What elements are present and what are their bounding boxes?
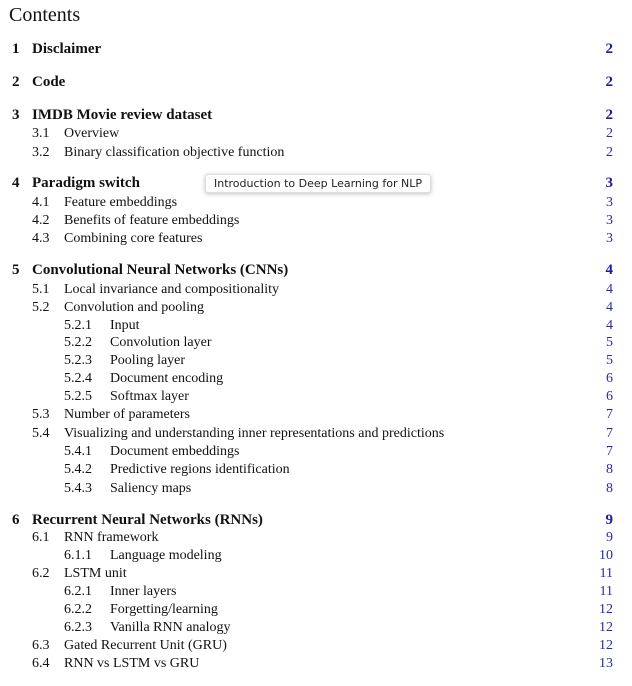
- entry-title[interactable]: Gated Recurrent Unit (GRU): [64, 638, 227, 653]
- page-number-link[interactable]: 7: [606, 407, 613, 422]
- entry-number: 6.1: [32, 530, 50, 545]
- entry-title[interactable]: Local invariance and compositionality: [64, 282, 279, 297]
- page-number-link[interactable]: 8: [606, 481, 613, 496]
- entry-number: 6.2.2: [64, 602, 92, 617]
- entry-title[interactable]: Convolutional Neural Networks (CNNs): [32, 262, 289, 278]
- entry-number: 5.2.1: [64, 318, 92, 333]
- toc-entry[interactable]: [0, 406, 632, 423]
- page-number-link[interactable]: 4: [605, 262, 613, 278]
- toc-entry[interactable]: [0, 583, 632, 600]
- entry-title[interactable]: Visualizing and understanding inner representations and predictions: [64, 426, 445, 441]
- toc-entry[interactable]: [0, 194, 632, 211]
- entry-title[interactable]: LSTM unit: [64, 566, 127, 581]
- entry-title[interactable]: RNN framework: [64, 530, 159, 545]
- entry-number: 5.4.1: [64, 444, 92, 459]
- entry-number: 4: [12, 175, 20, 191]
- page-number-link[interactable]: 4: [606, 282, 613, 297]
- toc-entry[interactable]: [0, 547, 632, 564]
- toc-entry[interactable]: [0, 352, 632, 369]
- page-number-link[interactable]: 9: [606, 530, 613, 545]
- page-number-link[interactable]: 2: [605, 107, 613, 123]
- entry-title[interactable]: Document encoding: [110, 371, 224, 386]
- toc-entry[interactable]: [0, 655, 632, 672]
- toc-entry[interactable]: [0, 281, 632, 298]
- toc-entry[interactable]: [0, 107, 632, 124]
- entry-number: 6.2.3: [64, 620, 92, 635]
- page-number-link[interactable]: 8: [606, 462, 613, 477]
- entry-number: 5.2.3: [64, 353, 92, 368]
- page-number-link[interactable]: 9: [605, 512, 613, 528]
- toc-heading: Contents: [9, 4, 81, 26]
- toc-entry[interactable]: [0, 512, 632, 529]
- page-number-link[interactable]: 5: [606, 335, 613, 350]
- page-number-link[interactable]: 7: [606, 444, 613, 459]
- entry-title[interactable]: Document embeddings: [110, 444, 240, 459]
- toc-entry[interactable]: [0, 262, 632, 279]
- entry-number: 5.2.4: [64, 371, 92, 386]
- page-number-link[interactable]: 6: [606, 371, 613, 386]
- page-number-link[interactable]: 2: [605, 74, 613, 90]
- page-number-link[interactable]: 10: [599, 548, 613, 563]
- entry-title[interactable]: Saliency maps: [110, 481, 192, 496]
- toc-entry[interactable]: [0, 334, 632, 351]
- entry-title[interactable]: Overview: [64, 126, 120, 141]
- entry-title[interactable]: Convolution layer: [110, 335, 212, 350]
- page-number-link[interactable]: 7: [606, 426, 613, 441]
- entry-number: 2: [12, 74, 20, 90]
- entry-title[interactable]: Pooling layer: [110, 353, 186, 368]
- toc-entry[interactable]: [0, 619, 632, 636]
- entry-number: 3.1: [32, 126, 50, 141]
- toc-entry[interactable]: [0, 230, 632, 247]
- entry-number: 3.2: [32, 145, 50, 160]
- entry-title[interactable]: Predictive regions identification: [110, 462, 290, 477]
- entry-number: 5: [12, 262, 20, 278]
- page-number-link[interactable]: 12: [599, 620, 613, 635]
- page-number-link[interactable]: 6: [606, 389, 613, 404]
- entry-title[interactable]: Feature embeddings: [64, 195, 178, 210]
- page-number-link[interactable]: 3: [606, 213, 613, 228]
- entry-number: 4.1: [32, 195, 50, 210]
- entry-number: 5.4.2: [64, 462, 92, 477]
- entry-number: 6.2: [32, 566, 50, 581]
- page-number-link[interactable]: 4: [606, 318, 613, 333]
- page-number-link[interactable]: 5: [606, 353, 613, 368]
- entry-title[interactable]: Inner layers: [110, 584, 177, 599]
- toc-entry[interactable]: [0, 125, 632, 142]
- entry-title[interactable]: Number of parameters: [64, 407, 190, 422]
- entry-title[interactable]: Disclaimer: [32, 41, 102, 57]
- entry-title[interactable]: Code: [32, 74, 66, 90]
- toc-entry[interactable]: [0, 299, 632, 316]
- entry-title[interactable]: Recurrent Neural Networks (RNNs): [32, 512, 263, 528]
- entry-number: 6.4: [32, 656, 50, 671]
- entry-number: 5.4.3: [64, 481, 92, 496]
- entry-number: 5.3: [32, 407, 50, 422]
- toc-entry[interactable]: [0, 601, 632, 618]
- page-number-link[interactable]: 2: [606, 126, 613, 141]
- toc-entry[interactable]: [0, 144, 632, 161]
- entry-title[interactable]: Language modeling: [110, 548, 222, 563]
- entry-number: 5.2: [32, 300, 50, 315]
- page-number-link[interactable]: 13: [599, 656, 613, 671]
- entry-title[interactable]: Vanilla RNN analogy: [110, 620, 231, 635]
- entry-number: 5.4: [32, 426, 50, 441]
- entry-number: 5.1: [32, 282, 50, 297]
- toc-entry[interactable]: [0, 461, 632, 478]
- toc-entry[interactable]: [0, 425, 632, 442]
- entry-title[interactable]: Softmax layer: [110, 389, 189, 404]
- page-number-link[interactable]: 3: [605, 175, 613, 191]
- entry-number: 4.2: [32, 213, 50, 228]
- toc-entry[interactable]: [0, 443, 632, 460]
- entry-number: 5.2.5: [64, 389, 92, 404]
- entry-number: 3: [12, 107, 20, 123]
- page-number-link[interactable]: 11: [599, 584, 613, 599]
- entry-title[interactable]: Forgetting/learning: [110, 602, 218, 617]
- toc-entry[interactable]: [0, 74, 632, 91]
- page-number-link[interactable]: 11: [599, 566, 613, 581]
- entry-number: 5.2.2: [64, 335, 92, 350]
- page-number-link[interactable]: 3: [606, 195, 613, 210]
- entry-title[interactable]: Convolution and pooling: [64, 300, 204, 315]
- entry-title[interactable]: RNN vs LSTM vs GRU: [64, 656, 200, 671]
- toc-entry[interactable]: [0, 41, 632, 58]
- entry-number: 6: [12, 512, 20, 528]
- toc-entry[interactable]: [0, 317, 632, 334]
- page-number-link[interactable]: 2: [606, 145, 613, 160]
- page-number-link[interactable]: 12: [599, 602, 613, 617]
- toc-entry[interactable]: [0, 565, 632, 582]
- toc-entry[interactable]: [0, 370, 632, 387]
- page-number-link[interactable]: 2: [605, 41, 613, 57]
- entry-title[interactable]: Combining core features: [64, 231, 203, 246]
- entry-number: 6.1.1: [64, 548, 92, 563]
- entry-title[interactable]: Binary classification objective function: [64, 145, 285, 160]
- toc-entry[interactable]: [0, 637, 632, 654]
- entry-title[interactable]: IMDB Movie review dataset: [32, 107, 213, 123]
- entry-title[interactable]: Benefits of feature embeddings: [64, 213, 240, 228]
- page-number-link[interactable]: 3: [606, 231, 613, 246]
- entry-number: 6.2.1: [64, 584, 92, 599]
- toc-entry[interactable]: [0, 388, 632, 405]
- toc-entry[interactable]: [0, 212, 632, 229]
- entry-title[interactable]: Paradigm switch: [32, 175, 140, 191]
- page-number-link[interactable]: 4: [606, 300, 613, 315]
- entry-number: 6.3: [32, 638, 50, 653]
- tooltip: Introduction to Deep Learning for NLP: [205, 174, 431, 193]
- toc-entry[interactable]: [0, 529, 632, 546]
- entry-number: 4.3: [32, 231, 50, 246]
- page-number-link[interactable]: 12: [599, 638, 613, 653]
- entry-title[interactable]: Input: [110, 318, 140, 333]
- entry-number: 1: [12, 41, 20, 57]
- toc-entry[interactable]: [0, 480, 632, 497]
